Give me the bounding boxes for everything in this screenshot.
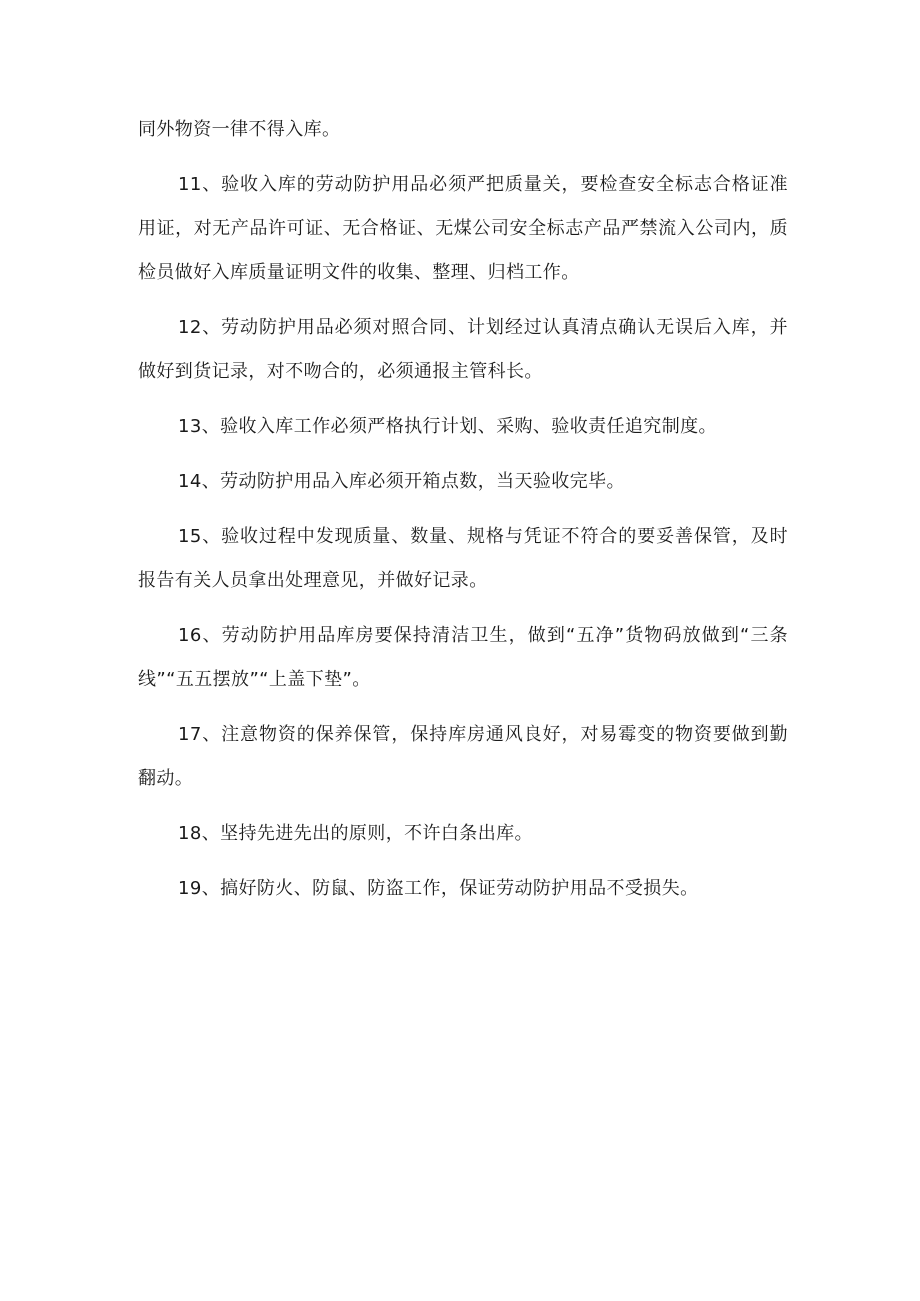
paragraph-item-19: 19、搞好防火、防鼠、防盗工作，保证劳动防护用品不受损失。: [178, 878, 699, 899]
document-body: [138, 108, 788, 922]
paragraph-item-14: 14、劳动防护用品入库必须开箱点数，当天验收完毕。: [178, 471, 625, 492]
paragraph-item-11: 11、验收入库的劳动防护用品必须严把质量关，要检查安全标志合格证准用证，对无产品许可证、无合格证、无煤公司安全标志产品严禁流入公司内，质检员做好入库质量证明文件的收集、整理、归档工作。: [138, 174, 788, 283]
paragraph-item-17: 17、注意物资的保养保管，保持库房通风良好，对易霉变的物资要做到勤翻动。: [138, 724, 788, 789]
paragraph-continuation: 同外物资一律不得入库。: [138, 119, 341, 140]
paragraph-item-12: 12、劳动防护用品必须对照合同、计划经过认真清点确认无误后入库，并做好到货记录，对不吻合的，必须通报主管科长。: [138, 317, 788, 382]
paragraph-item-13: 13、验收入库工作必须严格执行计划、采购、验收责任追究制度。: [178, 416, 717, 437]
paragraph-item-15: 15、验收过程中发现质量、数量、规格与凭证不符合的要妥善保管，及时报告有关人员拿出处理意见，并做好记录。: [138, 526, 788, 591]
paragraph-item-16: 16、劳动防护用品库房要保持清洁卫生，做到“五净”货物码放做到“三条线”“五五摆放”“上盖下垫”。: [138, 625, 788, 690]
paragraph-item-18: 18、坚持先进先出的原则，不许白条出库。: [178, 823, 533, 844]
